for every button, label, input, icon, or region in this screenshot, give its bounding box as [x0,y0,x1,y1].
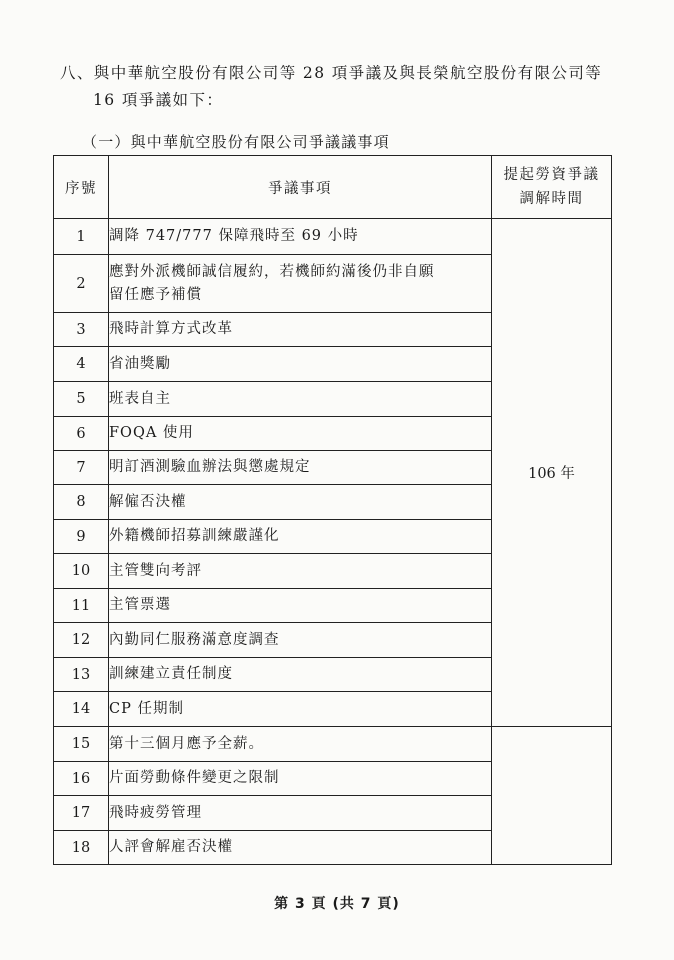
row-number: 4 [54,347,109,382]
row-item: 飛時計算方式改革 [109,313,492,347]
row-item: 內勤同仁服務滿意度調查 [109,623,492,658]
row-number: 6 [54,417,109,451]
row-number: 2 [54,255,109,313]
section-heading [60,60,640,114]
row-item: 省油獎勵 [109,347,492,382]
row-item: 主管雙向考評 [109,554,492,589]
row-item-line-2: 留任應予補償 [109,286,202,303]
row-number: 7 [54,451,109,485]
row-number: 10 [54,554,109,589]
row-item: 第十三個月應予全薪。 [109,727,492,762]
row-item: 調降 747/777 保障飛時至 69 小時 [109,219,492,255]
mediation-time-cell-empty [492,727,612,865]
row-number: 18 [54,831,109,865]
row-number: 11 [54,589,109,623]
row-number: 14 [54,692,109,727]
row-item-line-1: 應對外派機師誠信履約，若機師約滿後仍非自願 [109,263,435,280]
row-number: 17 [54,796,109,831]
header-mediation-time [492,156,612,219]
page-number: 第 3 頁 (共 7 頁) [274,896,400,912]
table-row [54,219,612,255]
row-item: FOQA 使用 [109,417,492,451]
row-item [109,255,492,313]
table-caption: （一）與中華航空股份有限公司爭議議事項 [82,133,390,151]
row-item: 人評會解雇否決權 [109,831,492,865]
heading-line-1: 八、與中華航空股份有限公司等 28 項爭議及與長榮航空股份有限公司等 [60,64,603,82]
table-row [54,727,612,762]
row-number: 8 [54,485,109,520]
row-item: CP 任期制 [109,692,492,727]
row-item: 片面勞動條件變更之限制 [109,762,492,796]
row-number: 16 [54,762,109,796]
row-item: 班表自主 [109,382,492,417]
table-header-row [54,156,612,219]
header-serial-no: 序號 [54,156,109,219]
row-item: 訓練建立責任制度 [109,658,492,692]
row-number: 3 [54,313,109,347]
header-time-line-2: 調解時間 [519,191,584,207]
header-dispute-item: 爭議事項 [109,156,492,219]
mediation-time-cell [492,219,612,727]
heading-line-2: 16 項爭議如下： [93,91,224,109]
row-number: 9 [54,520,109,554]
mediation-time-value: 106 年 [528,466,575,482]
row-item: 主管票選 [109,589,492,623]
dispute-table [53,155,612,865]
row-item: 外籍機師招募訓練嚴謹化 [109,520,492,554]
row-number: 15 [54,727,109,762]
row-number: 1 [54,219,109,255]
header-time-line-1: 提起勞資爭議 [503,167,600,183]
row-item: 明訂酒測驗血辦法與懲處規定 [109,451,492,485]
row-number: 12 [54,623,109,658]
row-item: 解僱否決權 [109,485,492,520]
row-item: 飛時疲勞管理 [109,796,492,831]
row-number: 13 [54,658,109,692]
row-number: 5 [54,382,109,417]
